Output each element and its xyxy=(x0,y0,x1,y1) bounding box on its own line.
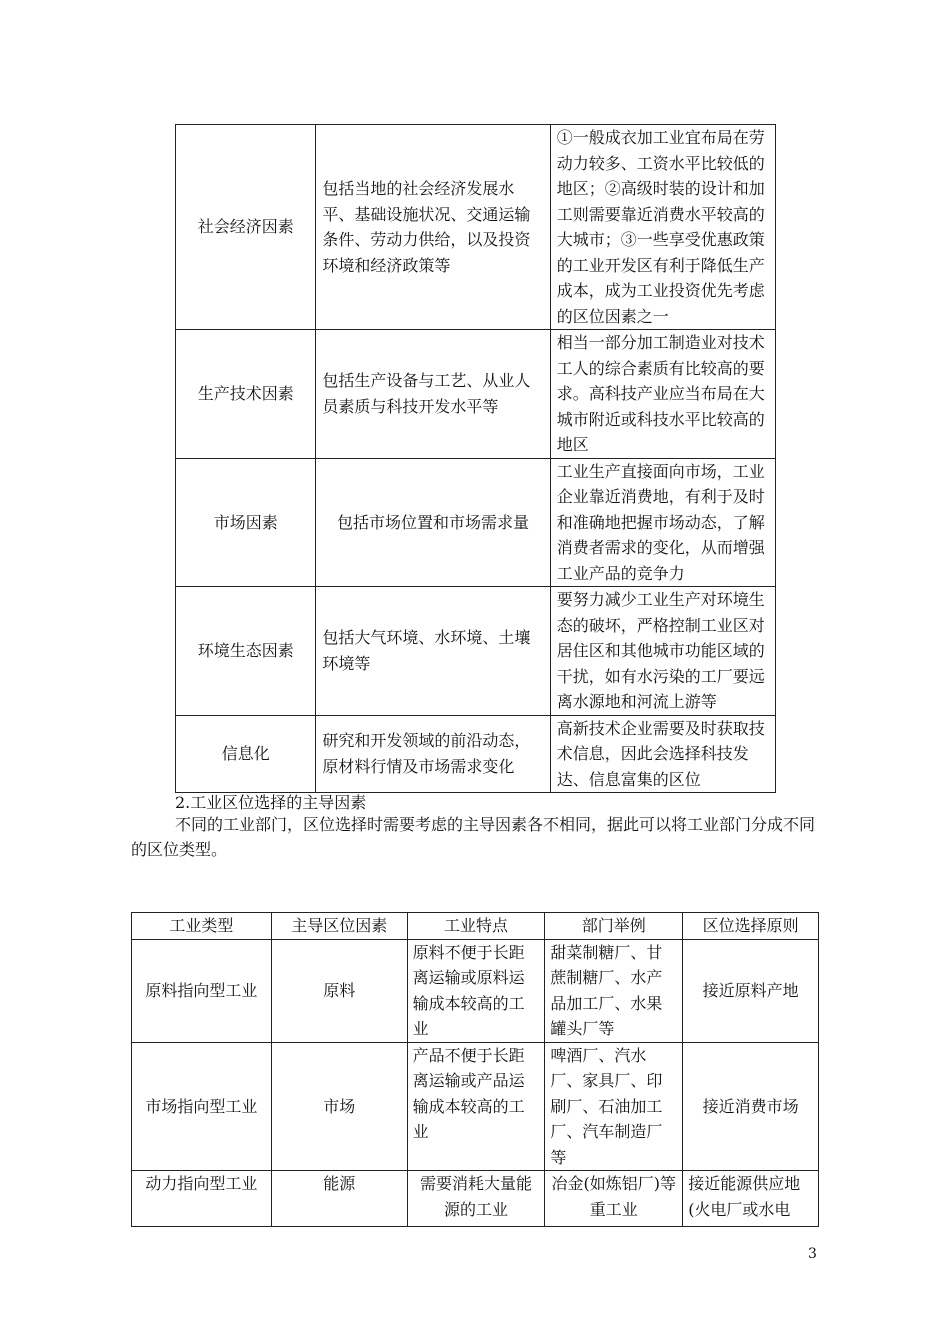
table-row xyxy=(132,939,819,1042)
examples-cell: 甜菜制糖厂、甘蔗制糖厂、水产品加工厂、水果罐头厂等 xyxy=(545,939,683,1042)
content-cell: 包括当地的社会经济发展水平、基础设施状况、交通运输条件、劳动力供给，以及投资环境和经济政策等 xyxy=(316,125,550,330)
industry-type-cell: 市场指向型工业 xyxy=(132,1042,272,1171)
column-header: 工业类型 xyxy=(132,913,272,940)
table-header-row xyxy=(132,913,819,940)
industry-type-cell: 动力指向型工业 xyxy=(132,1171,272,1227)
table-row xyxy=(176,458,776,587)
principle-cell: 接近原料产地 xyxy=(683,939,819,1042)
content-cell: 包括大气环境、水环境、土壤环境等 xyxy=(316,587,550,716)
column-header: 工业特点 xyxy=(407,913,545,940)
dominant-factor-cell: 能源 xyxy=(271,1171,407,1227)
table-row xyxy=(176,715,776,793)
dominant-factor-cell: 原料 xyxy=(271,939,407,1042)
examples-cell: 冶金(如炼铝厂)等重工业 xyxy=(545,1171,683,1227)
factor-cell: 信息化 xyxy=(176,715,316,793)
factor-cell: 生产技术因素 xyxy=(176,330,316,459)
principle-cell: 接近能源供应地(火电厂或水电 xyxy=(683,1171,819,1227)
feature-cell: 需要消耗大量能源的工业 xyxy=(407,1171,545,1227)
principle-cell: 接近消费市场 xyxy=(683,1042,819,1171)
industrial-factors-table xyxy=(175,124,776,793)
industry-type-cell: 原料指向型工业 xyxy=(132,939,272,1042)
feature-cell: 产品不便于长距离运输或产品运输成本较高的工业 xyxy=(407,1042,545,1171)
impact-cell: 高新技术企业需要及时获取技术信息，因此会选择科技发达、信息富集的区位 xyxy=(550,715,775,793)
content-cell: 研究和开发领域的前沿动态，原材料行情及市场需求变化 xyxy=(316,715,550,793)
impact-cell: 相当一部分加工制造业对技术工人的综合素质有比较高的要求。高科技产业应当布局在大城市附近或科技水平比较高的地区 xyxy=(550,330,775,459)
examples-cell: 啤酒厂、汽水厂、家具厂、印刷厂、石油加工厂、汽车制造厂等 xyxy=(545,1042,683,1171)
feature-cell: 原料不便于长距离运输或原料运输成本较高的工业 xyxy=(407,939,545,1042)
column-header: 主导区位因素 xyxy=(271,913,407,940)
impact-cell: 要努力减少工业生产对环境生态的破坏，严格控制工业区对居住区和其他城市功能区域的干扰，如有水污染的工厂要远离水源地和河流上游等 xyxy=(550,587,775,716)
section-title: 2.工业区位选择的主导因素 xyxy=(175,793,367,812)
impact-cell: 工业生产直接面向市场，工业企业靠近消费地，有利于及时和准确地把握市场动态，了解消费者需求的变化，从而增强工业产品的竞争力 xyxy=(550,458,775,587)
section-paragraph: 不同的工业部门，区位选择时需要考虑的主导因素各不相同，据此可以将工业部门分成不同的区位类型。 xyxy=(131,815,816,859)
content-cell: 包括生产设备与工艺、从业人员素质与科技开发水平等 xyxy=(316,330,550,459)
table-row xyxy=(176,125,776,330)
factor-cell: 市场因素 xyxy=(176,458,316,587)
column-header: 部门举例 xyxy=(545,913,683,940)
industry-location-types-table xyxy=(131,912,819,1227)
table-row xyxy=(132,1042,819,1171)
table-row xyxy=(176,330,776,459)
factor-cell: 社会经济因素 xyxy=(176,125,316,330)
impact-cell: ①一般成衣加工业宜布局在劳动力较多、工资水平比较低的地区；②高级时装的设计和加工则需要靠近消费水平较高的大城市；③一些享受优惠政策的工业开发区有利于降低生产成本，成为工业投资优先考虑的区位因素之一 xyxy=(550,125,775,330)
table-row xyxy=(132,1171,819,1227)
column-header: 区位选择原则 xyxy=(683,913,819,940)
factor-cell: 环境生态因素 xyxy=(176,587,316,716)
dominant-factor-cell: 市场 xyxy=(271,1042,407,1171)
table-row xyxy=(176,587,776,716)
content-cell: 包括市场位置和市场需求量 xyxy=(316,458,550,587)
page-number: 3 xyxy=(808,1246,817,1262)
